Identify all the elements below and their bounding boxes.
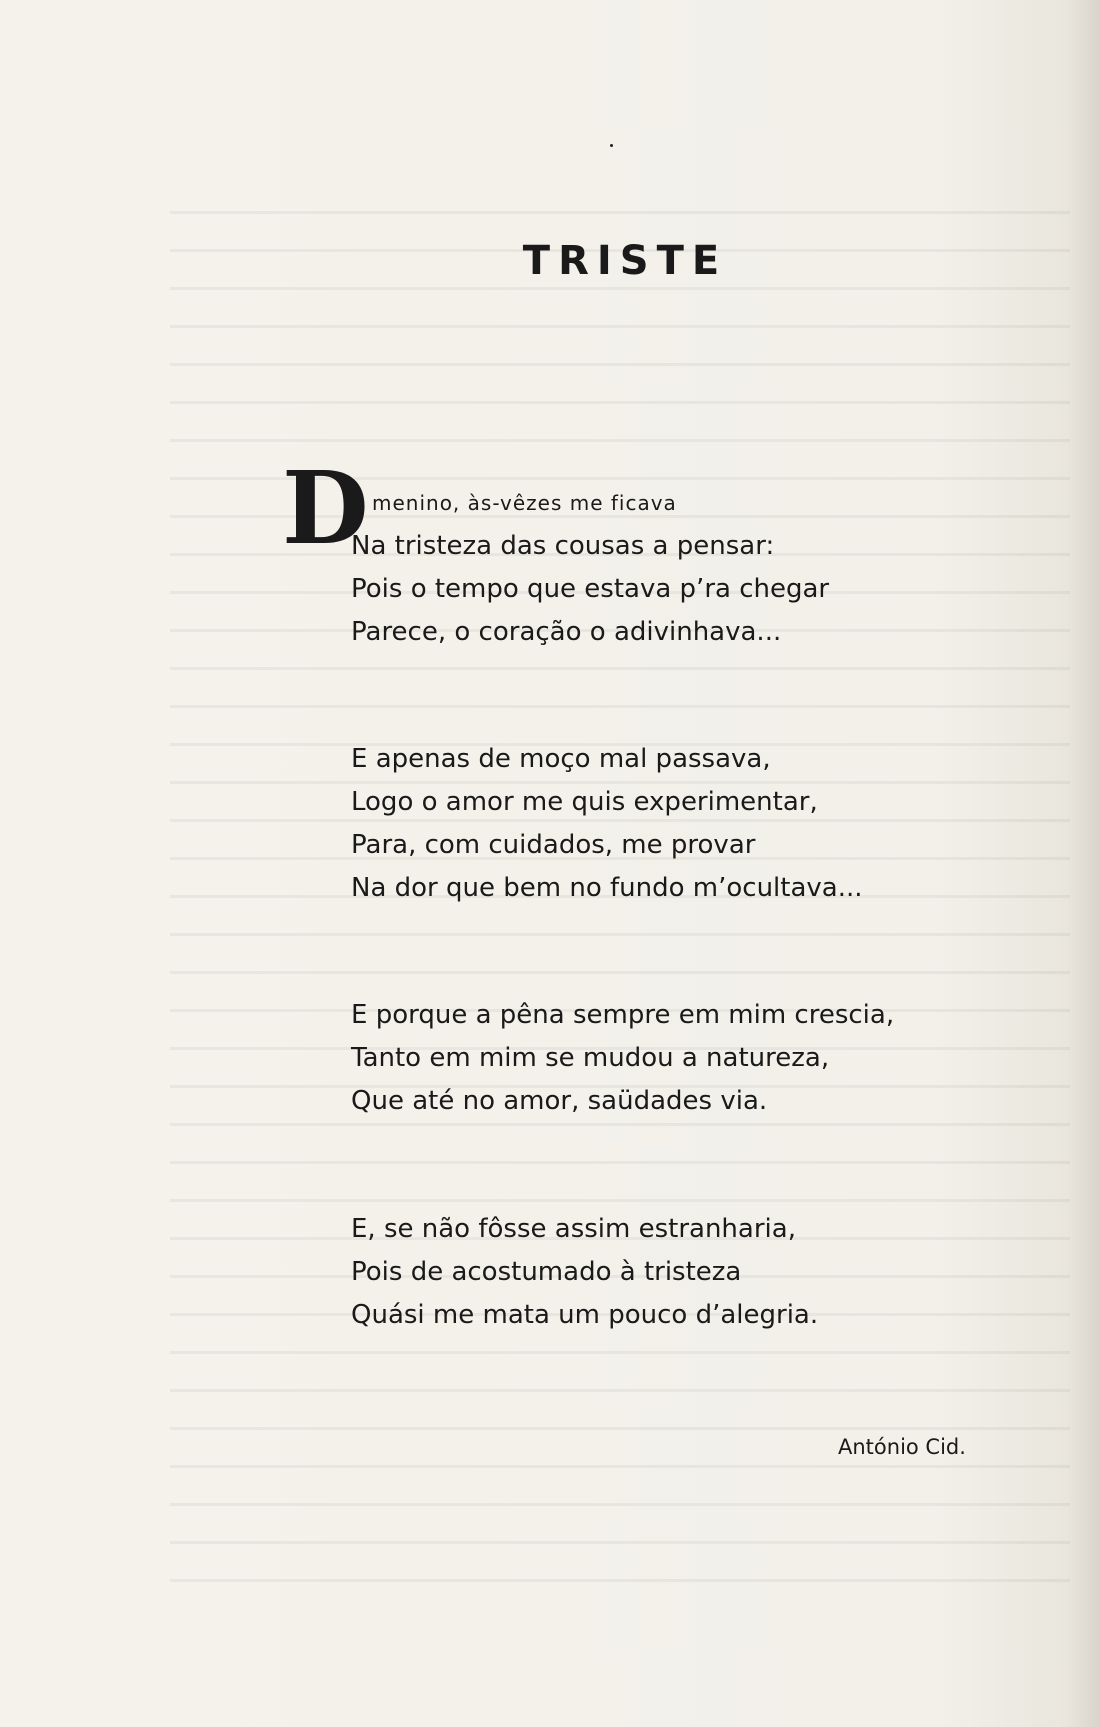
- poem-line: Que até no amor, saüdades via.: [351, 1086, 768, 1116]
- stanza-4: [351, 1208, 818, 1337]
- stanza-2: [351, 738, 863, 910]
- first-line-rest: E menino, às-vêzes me ficava: [351, 491, 677, 515]
- poem-line: Para, com cuidados, me provar: [351, 830, 756, 860]
- poem-line: Quási me mata um pouco d’alegria.: [351, 1300, 819, 1330]
- poem-line: Pois o tempo que estava p’ra chegar: [351, 574, 830, 604]
- page-dot: [610, 144, 613, 147]
- poem-line: Pois de acostumado à tristeza: [351, 1257, 742, 1287]
- poem-line: Na dor que bem no fundo m’ocultava...: [351, 873, 863, 903]
- drop-cap: D: [282, 449, 369, 567]
- poem-line: E, se não fôsse assim estranharia,: [351, 1214, 796, 1244]
- stanza-3: [351, 994, 894, 1123]
- poem-line: Logo o amor me quis experimentar,: [351, 787, 818, 817]
- poem-line: [351, 481, 829, 525]
- poem-line: Tanto em mim se mudou a natureza,: [351, 1043, 830, 1073]
- poem-line: Parece, o coração o adivinhava...: [351, 617, 782, 647]
- author-signature: António Cid.: [838, 1435, 966, 1459]
- poem-line: E porque a pêna sempre em mim crescia,: [351, 1000, 895, 1030]
- poem-title: TRISTE: [522, 238, 728, 284]
- poem-line: Na tristeza das cousas a pensar:: [351, 531, 775, 561]
- stanza-1: [351, 481, 829, 654]
- poem-line: E apenas de moço mal passava,: [351, 744, 771, 774]
